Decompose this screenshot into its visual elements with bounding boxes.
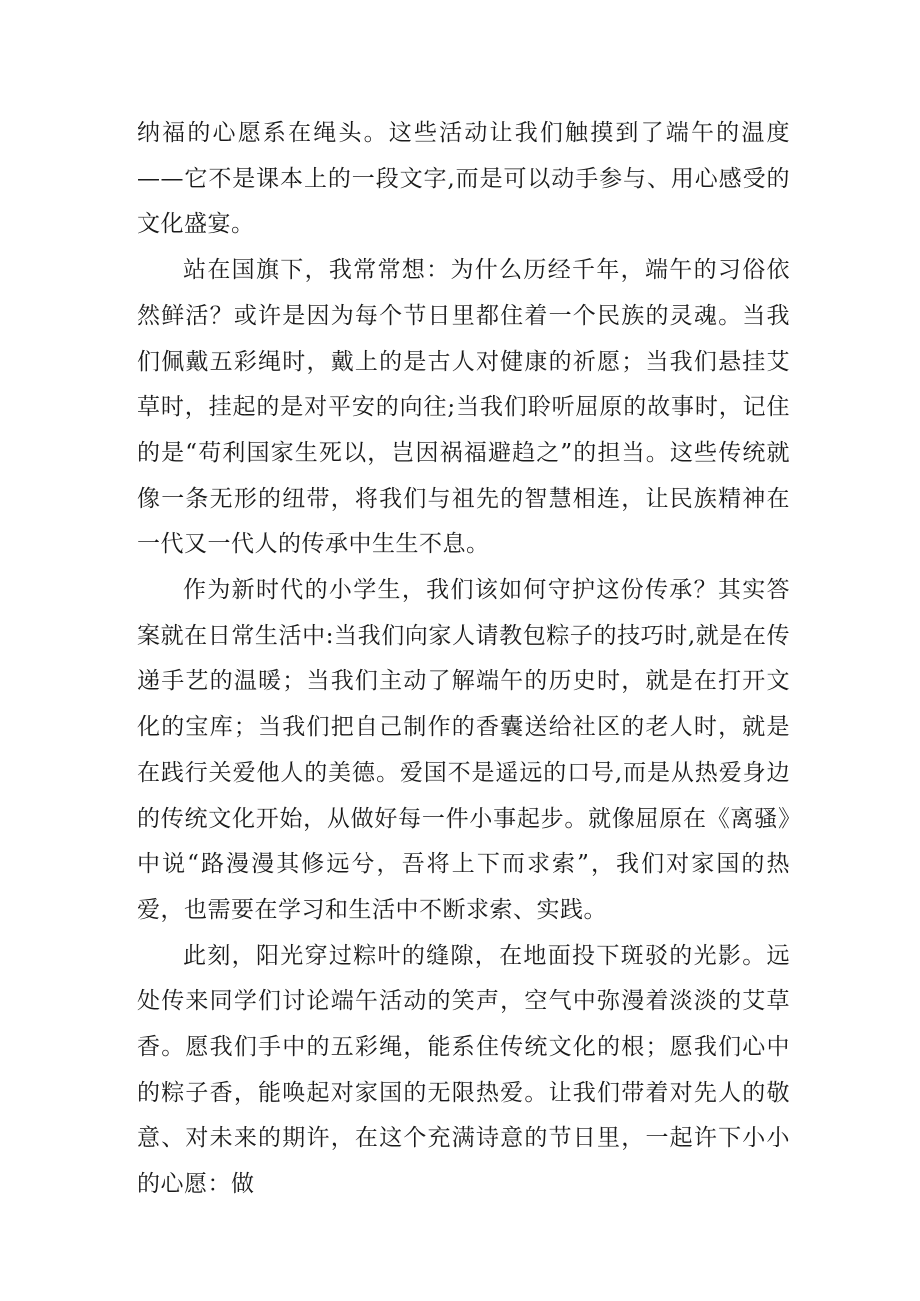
paragraph-4: 此刻，阳光穿过粽叶的缝隙，在地面投下斑驳的光影。远处传来同学们讨论端午活动的笑声，空气中弥漫着淡淡的艾草香。愿我们手中的五彩绳，能系住传统文化的根；愿我们心中的粽子香，能唤起对家国的无限热爱。让我们带着对先人的敬意、对未来的期许，在这个充满诗意的节日里，一起许下小小的心愿：做 [137,942,790,1198]
paragraph-3: 作为新时代的小学生，我们该如何守护这份传承？其实答案就在日常生活中:当我们向家人请教包粽子的技巧时,就是在传递手艺的温暖；当我们主动了解端午的历史时，就是在打开文化的宝库；当我们把自己制作的香囊送给社区的老人时，就是在践行关爱他人的美德。爱国不是遥远的口号,而是从热爱身边的传统文化开始，从做好每一件小事起步。就像屈原在《离骚》中说“路漫漫其修远兮，吾将上下而求索”，我们对家国的热爱，也需要在学习和生活中不断求索、实践。 [137,577,790,923]
paragraph-1: 纳福的心愿系在绳头。这些活动让我们触摸到了端午的温度——它不是课本上的一段文字,而是可以动手参与、用心感受的文化盛宴。 [137,120,790,238]
document-body [137,111,790,1208]
paragraph-2: 站在国旗下，我常常想：为什么历经千年，端午的习俗依然鲜活？或许是因为每个节日里都住着一个民族的灵魂。当我们佩戴五彩绳时，戴上的是古人对健康的祈愿；当我们悬挂艾草时，挂起的是对平安的向往;当我们聆听屈原的故事时，记住的是“苟利国家生死以，岂因祸福避趋之”的担当。这些传统就像一条无形的纽带，将我们与祖先的智慧相连，让民族精神在一代又一代人的传承中生生不息。 [137,257,790,558]
